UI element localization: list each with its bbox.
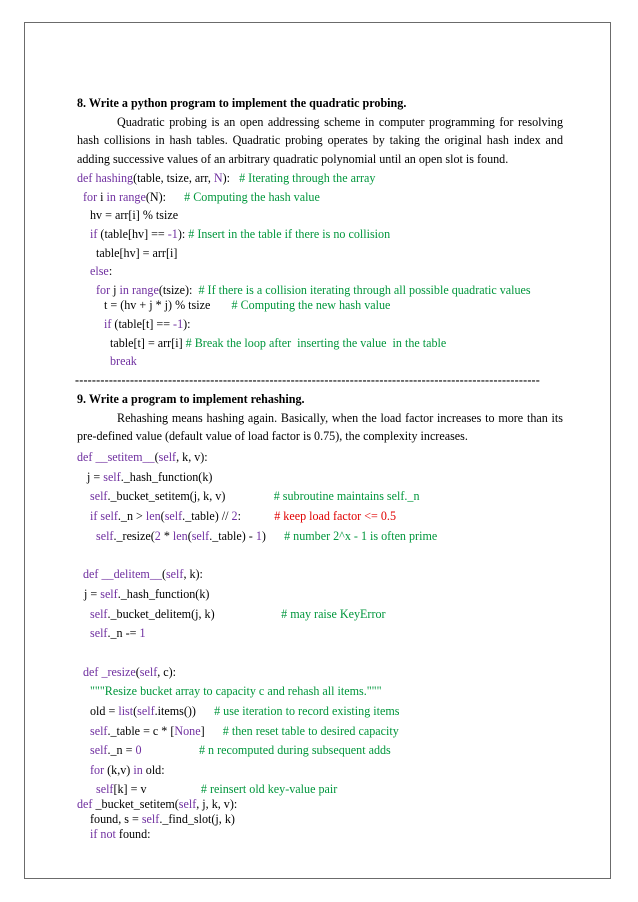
code-line xyxy=(77,682,563,701)
code-function-name: _resize xyxy=(98,664,136,679)
code-line xyxy=(77,262,563,281)
code-line xyxy=(77,797,563,812)
section-separator: -------------------------------------------------------------------------------------------------------------- xyxy=(75,373,541,388)
code-keyword: in xyxy=(133,763,143,778)
code-text: ( xyxy=(160,509,165,524)
code-line xyxy=(77,812,563,827)
code-function-name: __delitem__ xyxy=(98,567,162,582)
code-text: (N): xyxy=(145,189,185,204)
code-text: ._table = c * [ xyxy=(107,723,175,738)
code-keyword: self xyxy=(165,567,184,582)
code-line xyxy=(77,283,563,298)
code-number: 1 xyxy=(255,528,262,543)
code-keyword: self xyxy=(96,781,114,796)
code-text: old = xyxy=(90,704,119,719)
code-text: (table[t] == xyxy=(111,317,174,332)
code-text: ( xyxy=(133,704,138,719)
section-8-title: 8. Write a python program to implement the quadratic probing. xyxy=(77,96,407,110)
code-keyword: def xyxy=(77,449,93,464)
code-keyword: if xyxy=(90,509,98,524)
section-9-paragraph: Rehashing means hashing again. Basically, when the load factor increases to more than its pre-defined value (default value of load factor is 0.75), the complexity increases. xyxy=(77,410,563,444)
code-keyword: break xyxy=(110,354,137,369)
code-keyword: self xyxy=(90,626,108,641)
code-text: ._resize( xyxy=(113,528,155,543)
code-comment: # reinsert old key-value pair xyxy=(200,781,338,796)
code-builtin: len xyxy=(172,528,188,543)
code-text: , j, k, v): xyxy=(196,796,238,811)
code-keyword: self xyxy=(139,664,158,679)
code-number: 2 xyxy=(154,528,161,543)
code-keyword: self xyxy=(90,723,108,738)
code-keyword: def xyxy=(77,796,93,811)
code-keyword: self xyxy=(141,811,160,826)
code-builtin: len xyxy=(145,509,161,524)
code-keyword: not xyxy=(100,826,116,841)
code-text: ._hash_function(k) xyxy=(120,469,213,484)
code-keyword: if xyxy=(90,226,98,241)
code-text: [k] = v xyxy=(113,781,201,796)
code-text: , k): xyxy=(183,567,203,582)
code-line xyxy=(77,741,563,760)
code-text: * xyxy=(160,528,173,543)
code-text: ( xyxy=(174,796,179,811)
code-line xyxy=(77,169,563,188)
code-keyword: def xyxy=(83,567,99,582)
code-text: (table[hv] == xyxy=(97,226,168,241)
code-text: ._hash_function(k) xyxy=(117,586,210,601)
code-line xyxy=(77,722,563,741)
code-number: 1 xyxy=(139,626,146,641)
code-text xyxy=(142,743,199,757)
code-text: : xyxy=(108,264,113,279)
code-text: ._table) - xyxy=(209,528,256,543)
code-text: ._n -= xyxy=(107,626,140,641)
code-line xyxy=(77,188,563,207)
code-text: found, s = xyxy=(90,811,142,826)
code-function-name: hashing xyxy=(95,170,134,185)
code-comment: # If there is a collision iterating through all possible quadratic values xyxy=(198,283,531,298)
code-docstring: """Resize bucket array to capacity c and rehash all items.""" xyxy=(90,684,382,699)
code-function-name: __setitem__ xyxy=(92,449,155,464)
code-text: ( xyxy=(135,664,140,679)
code-text: ): xyxy=(183,317,191,332)
code-line: hv = arr[i] % tsize xyxy=(90,208,179,223)
code-text: old: xyxy=(142,763,165,778)
document-content xyxy=(77,94,563,842)
code-keyword: self xyxy=(90,489,108,504)
code-text: ] xyxy=(200,723,223,738)
code-line xyxy=(77,782,563,797)
code-comment: # use iteration to record existing items xyxy=(214,704,400,719)
code-text: ): xyxy=(177,226,189,241)
code-keyword: else xyxy=(90,264,109,279)
code-keyword: self xyxy=(96,528,114,543)
code-text: i xyxy=(97,189,107,204)
code-line xyxy=(77,315,563,334)
code-builtin: list xyxy=(118,704,134,719)
code-text: , k, v): xyxy=(176,449,208,464)
code-text: ( xyxy=(187,528,192,543)
blank-line xyxy=(77,545,563,564)
code-text: ._table) // xyxy=(182,509,232,524)
code-text: t = (hv + j * j) % tsize xyxy=(104,298,232,313)
code-function-name: _bucket_setitem xyxy=(92,796,175,811)
code-line xyxy=(77,702,563,721)
code-keyword: if xyxy=(90,826,98,841)
code-text: j = xyxy=(84,586,101,601)
code-keyword: None xyxy=(174,723,201,738)
blank-line xyxy=(77,643,563,662)
code-keyword: for xyxy=(96,283,111,298)
code-keyword: self xyxy=(100,586,118,601)
code-keyword: def xyxy=(83,664,99,679)
code-keyword: if xyxy=(104,317,112,332)
code-keyword: def xyxy=(77,170,93,185)
code-line xyxy=(77,761,563,780)
code-text: , c): xyxy=(157,664,177,679)
code-line xyxy=(77,448,563,467)
code-line xyxy=(77,468,563,487)
code-text: (k,v) xyxy=(104,763,134,778)
code-comment: # number 2^x - 1 is often prime xyxy=(284,528,438,543)
code-line xyxy=(77,225,563,244)
code-line xyxy=(77,487,563,506)
code-block-quadratic-probing xyxy=(77,169,563,371)
code-text: table[t] = arr[i] xyxy=(110,335,186,350)
code-comment: # keep load factor <= 0.5 xyxy=(274,509,396,524)
code-keyword: for xyxy=(90,763,105,778)
code-text: ( xyxy=(161,567,166,582)
code-line xyxy=(77,507,563,526)
code-line xyxy=(77,334,563,353)
code-comment: # may raise KeyError xyxy=(281,606,386,621)
code-line xyxy=(77,663,563,682)
code-text: ._bucket_delitem(j, k) xyxy=(107,606,282,621)
code-comment: # Break the loop after inserting the value in the table xyxy=(185,335,447,350)
code-text: found: xyxy=(115,826,151,841)
code-number: 0 xyxy=(135,743,142,758)
code-keyword: N xyxy=(213,170,223,185)
code-text: j xyxy=(110,283,120,298)
code-text: (tsize): xyxy=(158,283,199,298)
code-comment: # subroutine maintains self._n xyxy=(273,489,420,504)
code-text: ._bucket_setitem(j, k, v) xyxy=(107,489,274,504)
code-keyword: self xyxy=(158,449,177,464)
code-comment: # Computing the hash value xyxy=(184,189,320,204)
section-9-title: 9. Write a program to implement rehashing. xyxy=(77,391,305,406)
code-text: : xyxy=(237,509,275,524)
code-keyword: self xyxy=(103,469,121,484)
code-text: .items()) xyxy=(154,704,215,719)
code-line xyxy=(77,605,563,624)
section-8-paragraph: Quadratic probing is an open addressing scheme in computer programming for resolving hash collisions in hash tables. Quadratic probing operates by taking the original hash index and adding successive values of an arbitrary quadratic polynomial until an open slot is found. xyxy=(77,114,563,167)
code-text: ._n > xyxy=(117,509,146,524)
code-block-rehashing xyxy=(77,448,563,842)
code-builtin: range xyxy=(118,189,146,204)
code-line xyxy=(77,298,563,313)
code-keyword: self xyxy=(90,743,108,758)
code-keyword: self xyxy=(90,606,108,621)
code-comment: # Computing the new hash value xyxy=(231,298,391,313)
code-keyword: self xyxy=(137,704,155,719)
code-text: ( xyxy=(154,449,159,464)
code-number: 2 xyxy=(231,509,238,524)
code-keyword: self xyxy=(178,796,197,811)
code-keyword: for xyxy=(83,189,98,204)
code-comment: # Iterating through the array xyxy=(239,170,376,185)
code-comment: # Insert in the table if there is no collision xyxy=(188,226,391,241)
code-number: -1 xyxy=(167,226,178,241)
code-text: ) xyxy=(261,528,285,543)
code-text: (table, tsize, arr, xyxy=(133,170,214,185)
code-line xyxy=(77,624,563,643)
code-keyword: in xyxy=(106,189,116,204)
code-keyword: self xyxy=(100,509,118,524)
code-comment: # n recomputed during subsequent adds xyxy=(198,743,391,758)
code-line xyxy=(77,585,563,604)
code-text: ): xyxy=(222,170,240,185)
code-text: j = xyxy=(87,469,104,484)
code-keyword: self xyxy=(164,509,183,524)
code-line xyxy=(77,527,563,546)
code-keyword: in xyxy=(119,283,129,298)
code-number: -1 xyxy=(173,317,184,332)
code-line xyxy=(77,565,563,584)
code-text: ._find_slot(j, k) xyxy=(159,811,235,826)
code-line xyxy=(77,827,563,842)
code-line xyxy=(77,352,563,371)
code-text: ._n = xyxy=(107,743,136,758)
code-comment: # then reset table to desired capacity xyxy=(222,723,399,738)
code-keyword: self xyxy=(191,528,210,543)
code-builtin: range xyxy=(131,283,159,298)
code-line: table[hv] = arr[i] xyxy=(96,245,178,260)
